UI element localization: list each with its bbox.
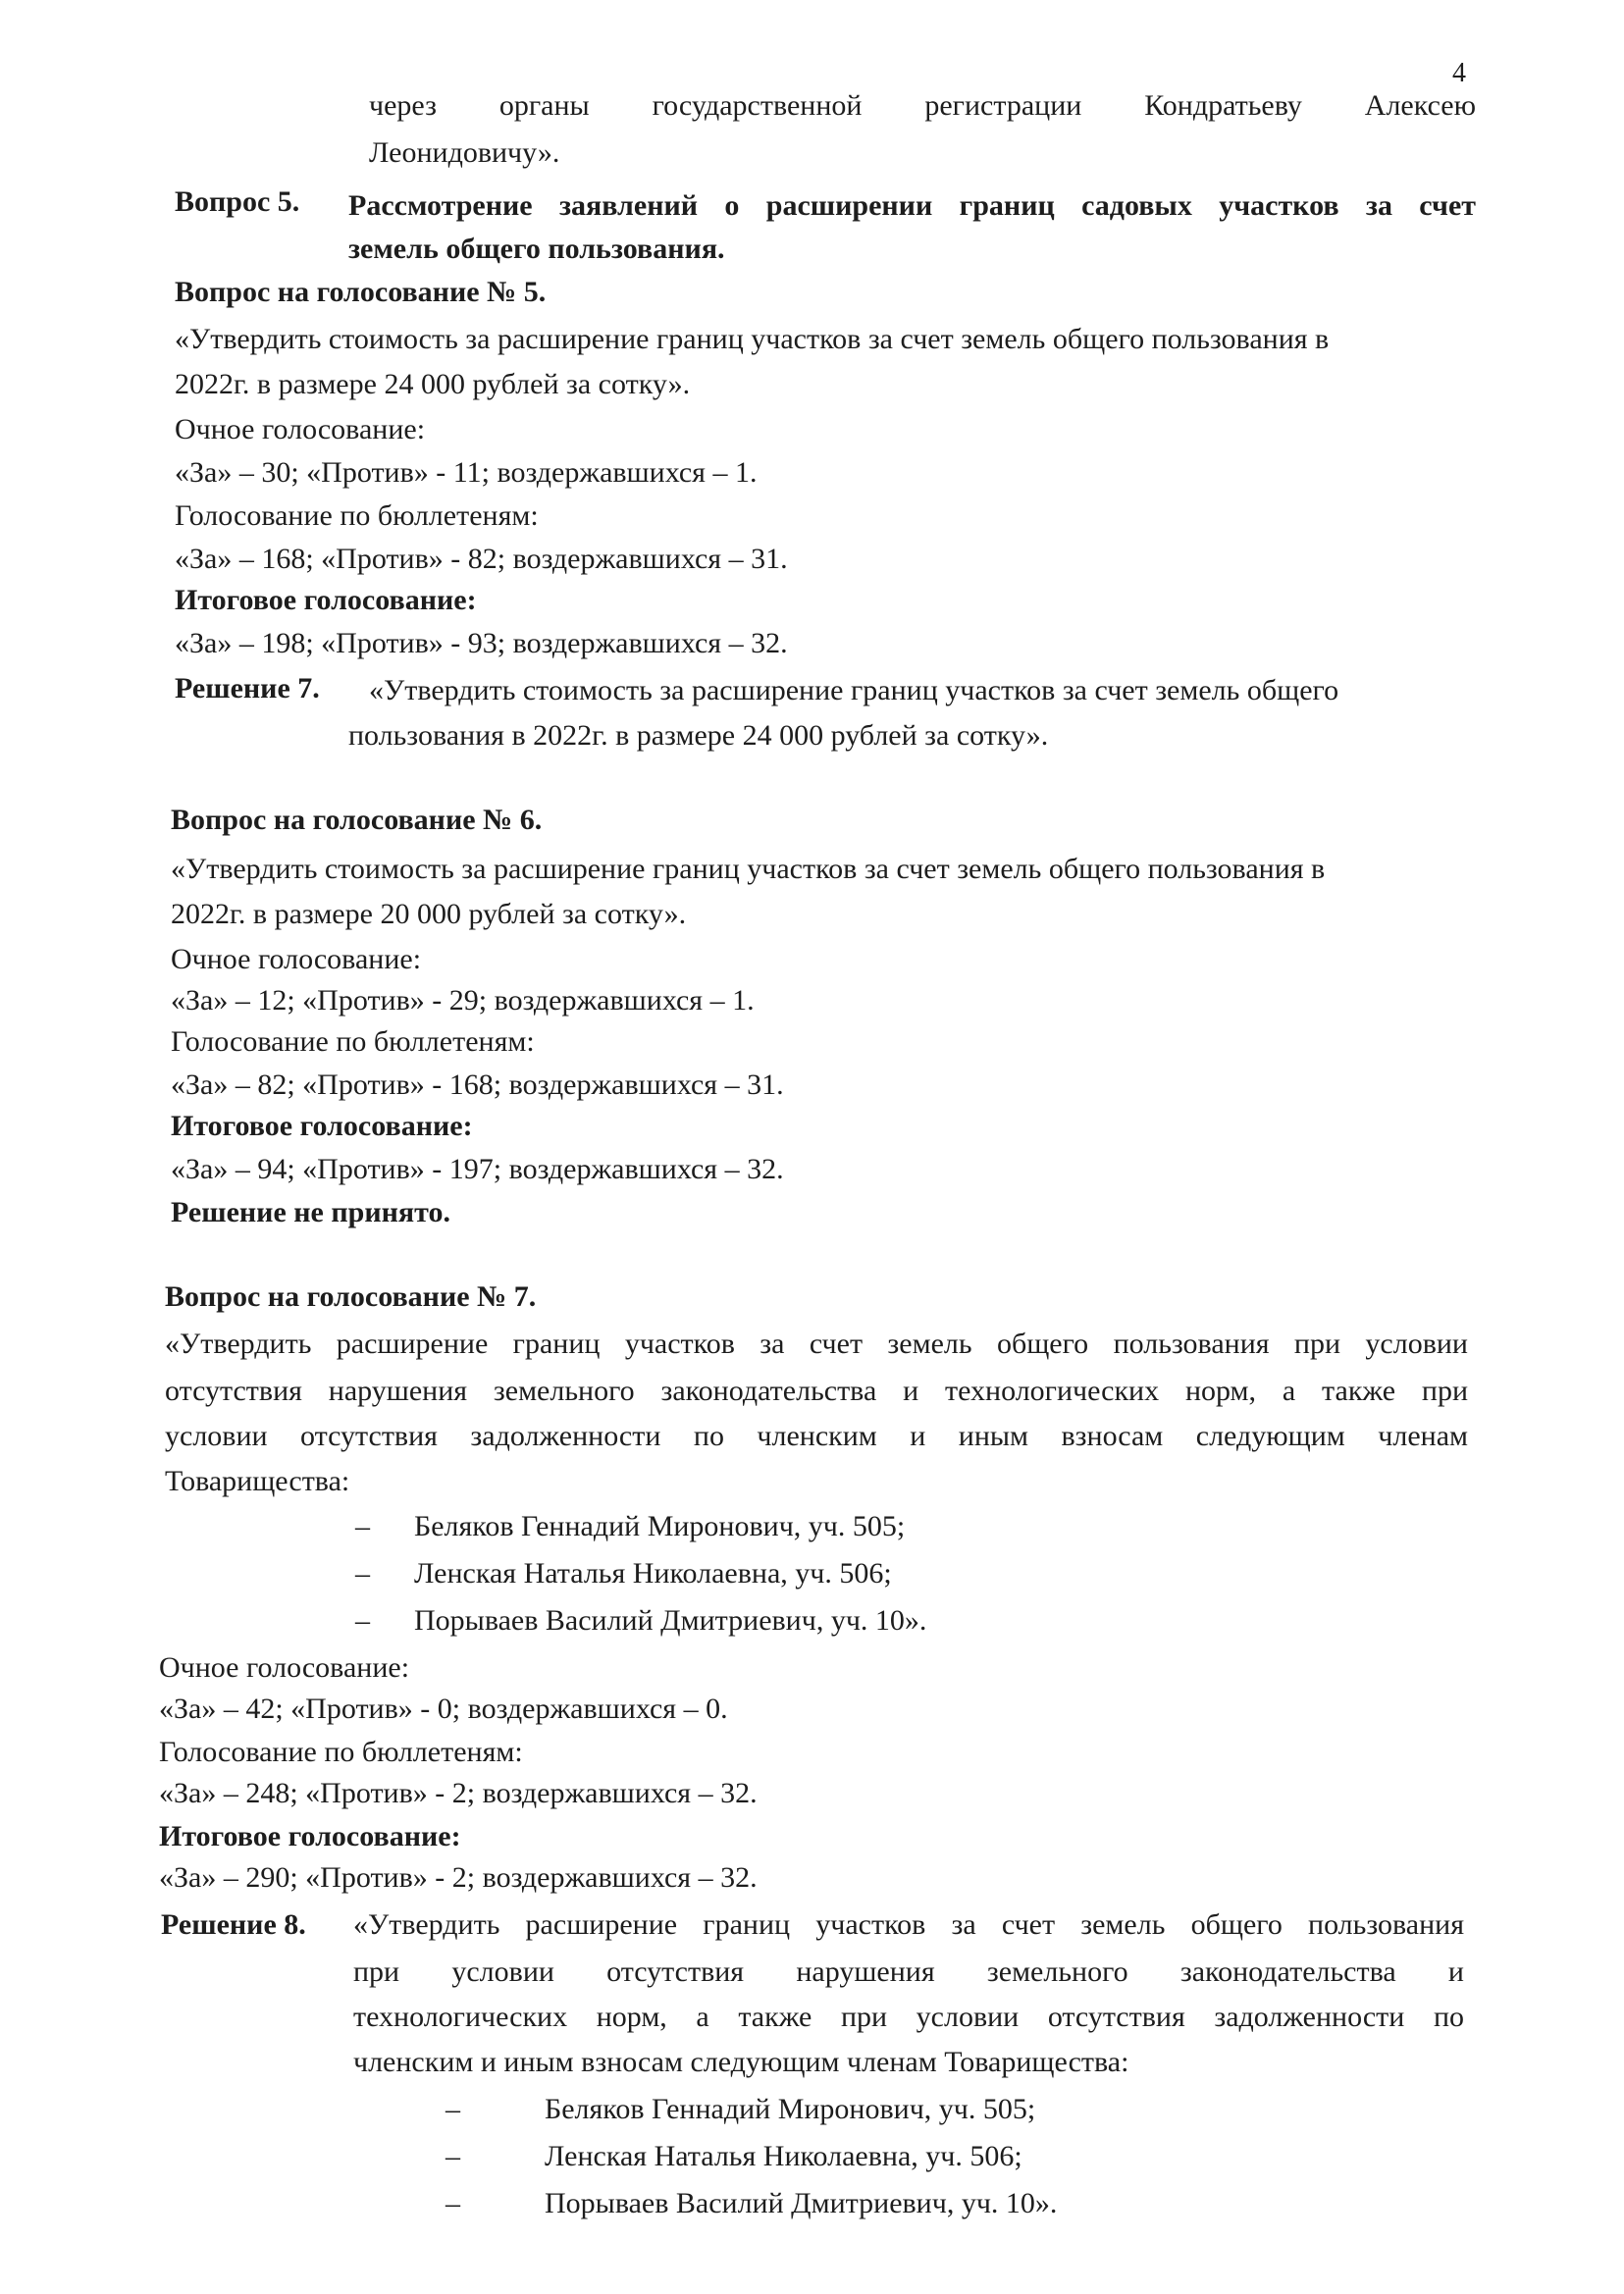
decision-8-member-2: Ленская Наталья Николаевна, уч. 506; — [545, 2140, 1022, 2172]
vote-7-total-result: «За» – 290; «Против» - 2; воздержавшихся – 32. — [159, 1861, 758, 1894]
vote-5-inperson-result: «За» – 30; «Против» - 11; воздержавшихся – 1. — [175, 456, 758, 489]
vote-5-ballot-result: «За» – 168; «Против» - 82; воздержавшихся – 31. — [175, 543, 788, 575]
decision-7-line-1: «Утвердить стоимость за расширение границ участков за счет земель общего — [369, 674, 1339, 706]
question-5-label: Вопрос 5. — [175, 185, 300, 218]
vote-7-ballot-result: «За» – 248; «Против» - 2; воздержавшихся – 32. — [159, 1777, 758, 1809]
vote-5-total-label: Итоговое голосование: — [175, 584, 477, 616]
intro-line-1: через органы государственной регистрации Кондратьеву Алексею — [369, 89, 1476, 122]
decision-8-line-3: технологических норм, а также при условии отсутствия задолженности по — [353, 2001, 1464, 2033]
vote-7-member-2: Ленская Наталья Николаевна, уч. 506; — [414, 1557, 892, 1590]
decision-8-member-1: Беляков Геннадий Миронович, уч. 505; — [545, 2093, 1036, 2125]
page-number: 4 — [1452, 58, 1466, 88]
vote-7-text-line-4: Товарищества: — [165, 1465, 350, 1497]
vote-7-member-1-bullet: – — [355, 1510, 370, 1542]
intro-line-2: Леонидовичу». — [369, 136, 560, 169]
vote-5-heading: Вопрос на голосование № 5. — [175, 276, 547, 308]
question-5-title-line-1: Рассмотрение заявлений о расширении границ садовых участков за счет — [348, 189, 1476, 222]
vote-5-total-result: «За» – 198; «Против» - 93; воздержавшихся – 32. — [175, 627, 788, 659]
vote-6-inperson-label: Очное голосование: — [171, 943, 422, 975]
decision-8-line-1: «Утвердить расширение границ участков за счет земель общего пользования — [353, 1908, 1464, 1941]
vote-5-text-line-2: 2022г. в размере 24 000 рублей за сотку». — [175, 368, 691, 400]
vote-6-text-line-1: «Утвердить стоимость за расширение границ участков за счет земель общего пользования в — [171, 853, 1326, 885]
vote-7-member-3: Порываев Василий Дмитриевич, уч. 10». — [414, 1604, 927, 1637]
vote-7-member-3-bullet: – — [355, 1604, 370, 1637]
vote-6-total-result: «За» – 94; «Против» - 197; воздержавшихся – 32. — [171, 1153, 784, 1185]
decision-7-line-2: пользования в 2022г. в размере 24 000 рублей за сотку». — [348, 719, 1049, 752]
vote-7-heading: Вопрос на голосование № 7. — [165, 1280, 537, 1313]
question-5-title-line-2: земель общего пользования. — [348, 233, 725, 265]
vote-7-member-1: Беляков Геннадий Миронович, уч. 505; — [414, 1510, 906, 1542]
vote-6-text-line-2: 2022г. в размере 20 000 рублей за сотку». — [171, 898, 687, 930]
vote-6-inperson-result: «За» – 12; «Против» - 29; воздержавшихся – 1. — [171, 984, 755, 1017]
decision-8-member-2-bullet: – — [445, 2140, 460, 2172]
vote-7-inperson-label: Очное голосование: — [159, 1651, 410, 1684]
vote-6-total-label: Итоговое голосование: — [171, 1110, 473, 1142]
vote-5-text-line-1: «Утвердить стоимость за расширение границ участков за счет земель общего пользования в — [175, 323, 1330, 355]
decision-8-member-1-bullet: – — [445, 2093, 460, 2125]
vote-6-heading: Вопрос на голосование № 6. — [171, 804, 543, 836]
vote-5-ballot-label: Голосование по бюллетеням: — [175, 499, 539, 532]
vote-7-ballot-label: Голосование по бюллетеням: — [159, 1736, 523, 1768]
decision-8-line-2: при условии отсутствия нарушения земельного законодательства и — [353, 1955, 1464, 1988]
vote-7-text-line-3: условии отсутствия задолженности по членским и иным взносам следующим членам — [165, 1420, 1468, 1452]
decision-8-label: Решение 8. — [161, 1908, 306, 1941]
vote-6-decision: Решение не принято. — [171, 1196, 450, 1228]
decision-8-member-3: Порываев Василий Дмитриевич, уч. 10». — [545, 2187, 1058, 2219]
vote-7-total-label: Итоговое голосование: — [159, 1820, 461, 1852]
vote-7-member-2-bullet: – — [355, 1557, 370, 1590]
decision-8-line-4: членским и иным взносам следующим членам Товарищества: — [353, 2046, 1129, 2078]
vote-7-text-line-2: отсутствия нарушения земельного законодательства и технологических норм, а также при — [165, 1375, 1468, 1407]
vote-7-inperson-result: «За» – 42; «Против» - 0; воздержавшихся – 0. — [159, 1693, 728, 1725]
vote-5-inperson-label: Очное голосование: — [175, 413, 426, 445]
vote-7-text-line-1: «Утвердить расширение границ участков за счет земель общего пользования при условии — [165, 1328, 1468, 1360]
vote-6-ballot-label: Голосование по бюллетеням: — [171, 1025, 535, 1058]
decision-8-member-3-bullet: – — [445, 2187, 460, 2219]
decision-7-label: Решение 7. — [175, 672, 320, 704]
vote-6-ballot-result: «За» – 82; «Против» - 168; воздержавшихся – 31. — [171, 1069, 784, 1101]
